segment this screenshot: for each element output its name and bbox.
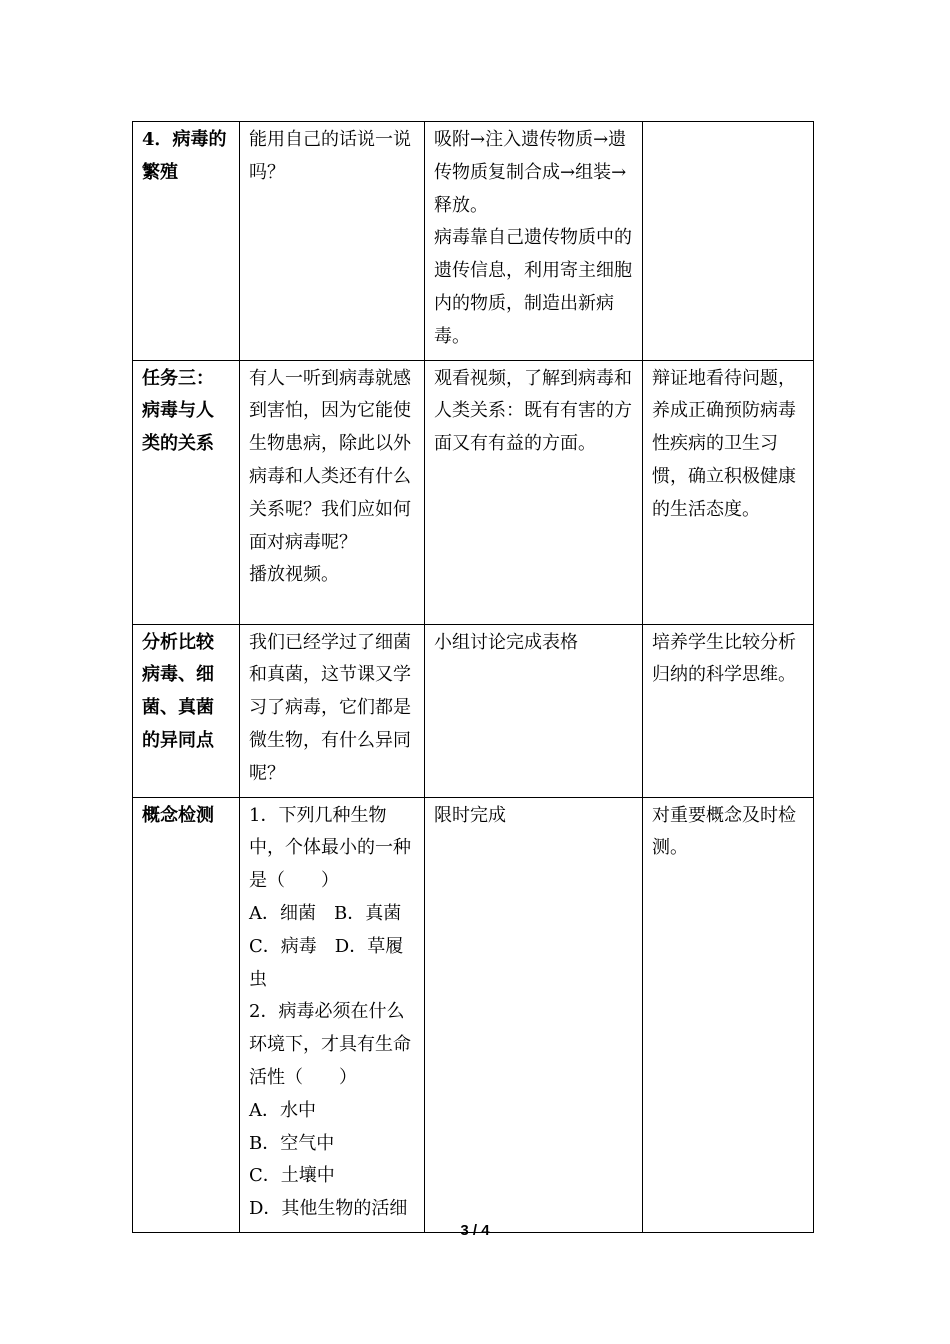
question-option: B．空气中	[249, 1132, 335, 1154]
intent-text: 辩证地看待问题，养成正确预防病毒性疾病的卫生习惯，确立积极健康的生活态度。	[652, 367, 796, 520]
teacher-activity-cell	[240, 122, 425, 361]
topic-text: 分析比较病毒、细菌、真菌的异同点	[142, 631, 214, 751]
intent-cell	[643, 624, 814, 797]
teacher-activity-cell	[240, 797, 456, 1232]
topic-cell	[133, 624, 240, 797]
student-text: 吸附→注入遗传物质→遗传物质复制合成→组装→释放。	[434, 129, 627, 216]
teacher-text: 播放视频。	[249, 564, 339, 586]
lesson-plan-table	[132, 121, 814, 1233]
table-row	[133, 797, 814, 1232]
teacher-text: 我们已经学过了细菌和真菌，这节课又学习了病毒，它们都是微生物，有什么异同呢？	[249, 631, 411, 784]
question-options: A．细菌 B．真菌 C．病毒 D．草履虫	[249, 902, 456, 990]
intent-cell	[643, 360, 814, 624]
student-activity-cell	[425, 624, 643, 797]
topic-cell	[133, 360, 240, 624]
page-number: 3 / 4	[460, 1222, 490, 1239]
teacher-activity-cell	[240, 360, 425, 624]
question-option: A．水中	[249, 1099, 316, 1121]
student-text: 病毒靠自己遗传物质中的遗传信息，利用寄主细胞内的物质，制造出新病毒。	[434, 227, 632, 347]
table-row	[133, 122, 814, 361]
topic-text: 4．病毒的繁殖	[142, 129, 227, 183]
intent-text: 对重要概念及时检测。	[652, 804, 796, 859]
topic-text: 任务三：病毒与人类的关系	[142, 367, 214, 455]
table-row	[133, 624, 814, 797]
question-text: 2．病毒必须在什么环境下，才具有生命活性（ ）	[249, 1001, 411, 1088]
teacher-text: 能用自己的话说一说吗？	[249, 129, 411, 183]
student-activity-cell	[425, 797, 643, 1232]
student-text: 限时完成	[434, 804, 506, 826]
teacher-activity-cell	[240, 624, 425, 797]
intent-cell	[643, 122, 814, 361]
question-option: D．其他生物的活细	[249, 1198, 408, 1220]
student-text: 小组讨论完成表格	[434, 631, 578, 653]
teacher-text: 有人一听到病毒就感到害怕，因为它能使生物患病，除此以外病毒和人类还有什么关系呢？我们应如何面对病毒呢？	[249, 367, 411, 553]
topic-cell	[133, 797, 240, 1232]
question-option: C．土壤中	[249, 1165, 335, 1187]
topic-text: 概念检测	[142, 804, 214, 826]
question-text: 1．下列几种生物中，个体最小的一种是（ ）	[249, 804, 411, 892]
intent-text: 培养学生比较分析归纳的科学思维。	[652, 631, 796, 686]
intent-cell	[643, 797, 814, 1232]
student-activity-cell	[425, 122, 643, 361]
table-row	[133, 360, 814, 624]
student-text: 观看视频，了解到病毒和人类关系：既有有害的方面又有有益的方面。	[434, 367, 632, 455]
student-activity-cell	[425, 360, 643, 624]
topic-cell	[133, 122, 240, 361]
